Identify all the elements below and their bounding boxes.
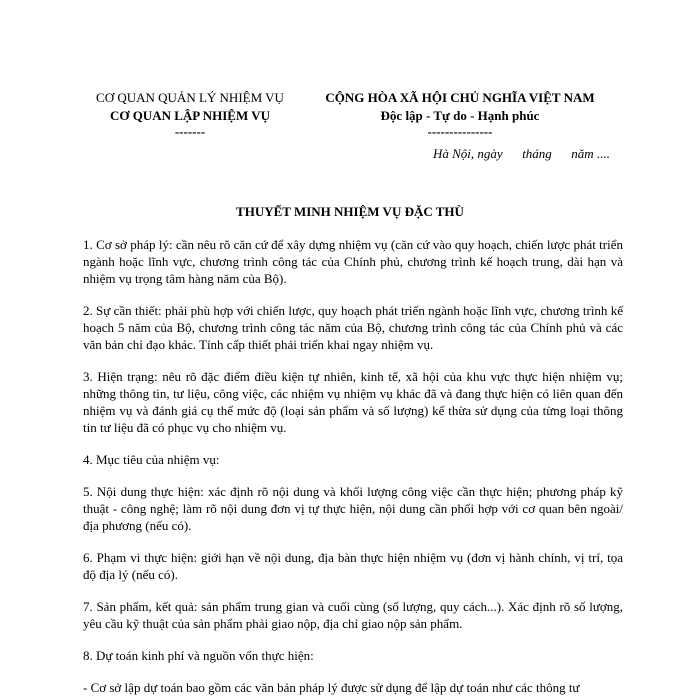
paragraph-budget: 8. Dự toán kinh phí và nguồn vốn thực hiện: bbox=[83, 648, 314, 663]
paragraph-implementation-content: 5. Nội dung thực hiện: xác định rõ nội dung và khối lượng công việc cần thực hiện; phương pháp kỹ thuật - công nghệ; làm rõ nội dung đơn vị tự thực hiện, nội dung cần phối hợp với cơ quan bên ngoài/địa phương (nếu có). bbox=[83, 484, 623, 533]
paragraph-current-status: 3. Hiện trạng: nêu rõ đặc điểm điều kiện tự nhiên, kinh tế, xã hội của khu vực thực hiện nhiệm vụ; những thông tin, tư liệu, công việc, các nhiệm vụ nhiệm vụ khác đã và đang thực hiện có liên quan đến nhiệm vụ và đánh giá cụ thể mức độ (loại sản phẩm và số lượng) kế thừa sử dụng của từng loại thông tin tư liệu đã có phục vụ cho nhiệm vụ. bbox=[83, 369, 623, 435]
paragraph-scope: 6. Phạm vi thực hiện: giới hạn về nội dung, địa bàn thực hiện nhiệm vụ (đơn vị hành chính, vị trí, tọa độ địa lý (nếu có). bbox=[83, 550, 623, 582]
national-motto: Độc lập - Tự do - Hạnh phúc bbox=[380, 108, 540, 123]
paragraph-products: 7. Sản phẩm, kết quả: sản phẩm trung gian và cuối cùng (số lượng, quy cách...). Xác định rõ số lượng, yêu cầu kỹ thuật của sản phẩm phải giao nộp, địa chỉ giao nộp sản phẩm. bbox=[83, 599, 623, 631]
paragraph-budget-basis: - Cơ sở lập dự toán bao gồm các văn bản pháp lý được sử dụng để lập dự toán như các thông tư bbox=[83, 680, 580, 695]
left-header-divider: ------- bbox=[174, 124, 206, 139]
issuing-agency-header bbox=[80, 89, 300, 139]
managing-agency-name: CƠ QUAN QUẢN LÝ NHIỆM VỤ bbox=[96, 90, 284, 105]
preparing-agency-name: CƠ QUAN LẬP NHIỆM VỤ bbox=[109, 108, 271, 123]
paragraph-legal-basis: 1. Cơ sở pháp lý: cần nêu rõ căn cứ để xây dựng nhiệm vụ (căn cứ vào quy hoạch, chiến lược phát triển ngành hoặc lĩnh vực, chương trình công tác của Chính phủ, chương trình kế hoạch trung, dài hạn và nhiệm vụ trọng tâm hàng năm của Bộ). bbox=[83, 237, 623, 286]
paragraph-objectives: 4. Mục tiêu của nhiệm vụ: bbox=[83, 452, 220, 467]
national-motto-header bbox=[310, 89, 610, 139]
place-date-line: Hà Nội, ngày tháng năm .... bbox=[433, 146, 610, 161]
country-name: CỘNG HÒA XÃ HỘI CHỦ NGHĨA VIỆT NAM bbox=[325, 90, 595, 105]
document-title: THUYẾT MINH NHIỆM VỤ ĐẶC THÙ bbox=[236, 204, 464, 219]
document-body bbox=[83, 236, 623, 700]
right-header-divider: --------------- bbox=[427, 124, 493, 139]
paragraph-necessity: 2. Sự cần thiết: phải phù hợp với chiến lược, quy hoạch phát triển ngành hoặc lĩnh vực, chương trình kế hoạch 5 năm của Bộ, chương trình công tác năm của Bộ, chương trình công tác của Chính phủ và các văn bản chỉ đạo khác. Tính cấp thiết phải triển khai ngay nhiệm vụ. bbox=[83, 303, 623, 352]
